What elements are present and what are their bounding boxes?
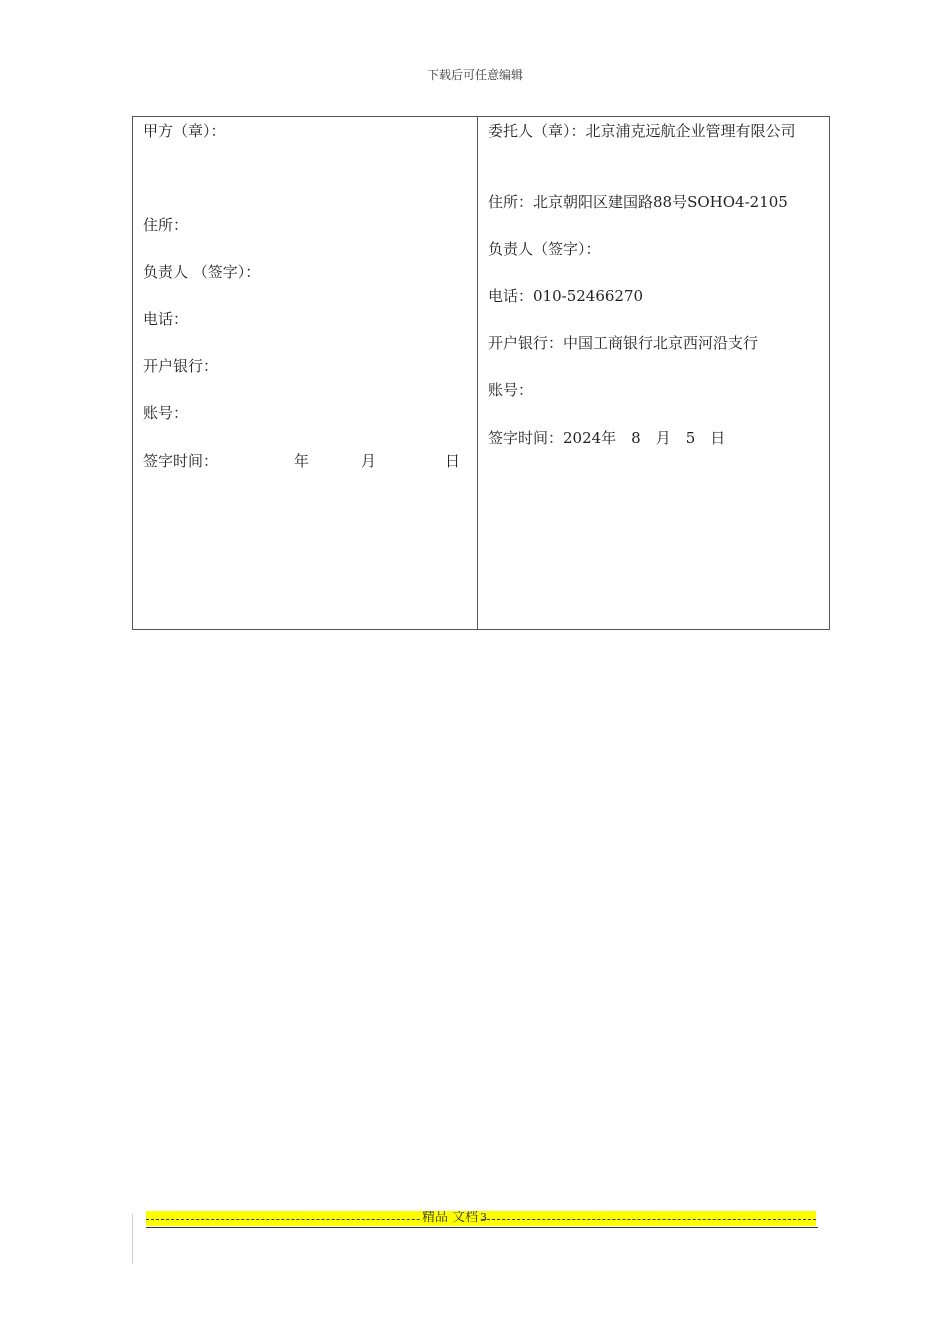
principal-sign-time: 签字时间：2024年 8 月 5 日 xyxy=(488,429,726,447)
principal-bank: 开户银行：中国工商银行北京西河沿支行 xyxy=(488,334,759,352)
margin-mark xyxy=(132,1214,133,1264)
party-a-person: 负责人 （签字）： xyxy=(143,263,261,281)
footer-page-number: 3 xyxy=(480,1211,487,1224)
party-a-sign-time xyxy=(143,449,467,473)
principal-column xyxy=(478,117,829,629)
principal-person: 负责人（签字）： xyxy=(488,240,601,258)
party-a-account: 账号： xyxy=(143,404,189,422)
principal-phone: 电话：010-52466270 xyxy=(488,287,644,305)
footer-label: 精品 文档 xyxy=(422,1211,479,1225)
principal-title: 委托人（章）：北京浦克远航企业管理有限公司 xyxy=(488,122,796,140)
party-a-column xyxy=(133,117,478,629)
principal-address: 住所：北京朝阳区建国路88号SOHO4-2105 xyxy=(488,193,788,211)
party-a-sign-label: 签字时间： xyxy=(143,452,219,470)
party-a-phone: 电话： xyxy=(143,310,189,328)
party-a-day: 日 xyxy=(445,452,461,470)
signature-table xyxy=(132,116,830,630)
footer-bar xyxy=(146,1211,816,1226)
party-a-month: 月 xyxy=(361,452,377,470)
party-a-bank: 开户银行： xyxy=(143,357,219,375)
party-a-title: 甲方（章）： xyxy=(143,122,226,140)
header-note: 下载后可任意编辑 xyxy=(426,68,523,82)
footer-rule xyxy=(146,1227,818,1228)
party-a-address: 住所： xyxy=(143,216,189,234)
principal-account: 账号： xyxy=(488,381,534,399)
party-a-year: 年 xyxy=(294,452,310,470)
